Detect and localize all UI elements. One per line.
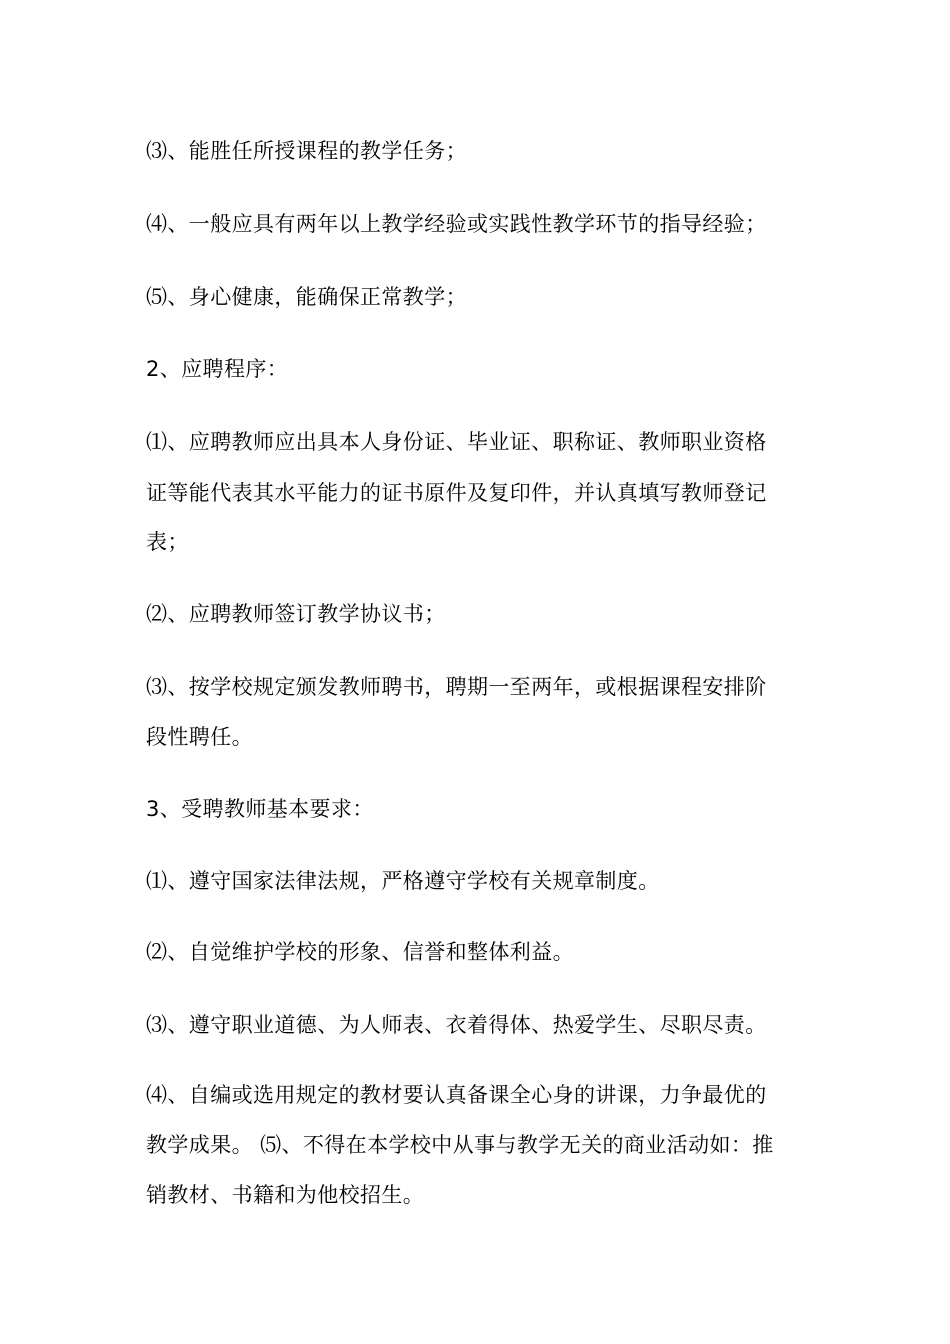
requirement-item-3: ⑶、遵守职业道德、为人师表、衣着得体、热爱学生、尽职尽责。: [146, 1013, 767, 1037]
application-item-1-line-1: ⑴、应聘教师应出具本人身份证、毕业证、职称证、教师职业资格: [146, 430, 767, 454]
section-2-heading: 2、应聘程序：: [146, 357, 289, 381]
application-item-1-line-3: 表；: [146, 530, 189, 554]
requirement-item-4-line-2: 教学成果。 ⑸、不得在本学校中从事与教学无关的商业活动如：推: [146, 1133, 774, 1157]
section-3-heading: 3、受聘教师基本要求：: [146, 797, 374, 821]
item-5-health: ⑸、身心健康，能确保正常教学；: [146, 285, 467, 309]
application-item-1-line-2: 证等能代表其水平能力的证书原件及复印件，并认真填写教师登记: [146, 481, 767, 505]
application-item-2: ⑵、应聘教师签订教学协议书；: [146, 602, 446, 626]
application-item-3-line-1: ⑶、按学校规定颁发教师聘书，聘期一至两年，或根据课程安排阶: [146, 675, 767, 699]
requirement-item-5-line-2: 销教材、书籍和为他校招生。: [146, 1183, 425, 1207]
item-3-competence: ⑶、能胜任所授课程的教学任务；: [146, 139, 467, 163]
requirement-item-1: ⑴、遵守国家法律法规，严格遵守学校有关规章制度。: [146, 869, 660, 893]
item-4-experience: ⑷、一般应具有两年以上教学经验或实践性教学环节的指导经验；: [146, 212, 767, 236]
application-item-3-line-2: 段性聘任。: [146, 725, 253, 749]
requirement-item-4-line-1: ⑷、自编或选用规定的教材要认真备课全心身的讲课，力争最优的: [146, 1083, 767, 1107]
requirement-item-2: ⑵、自觉维护学校的形象、信誉和整体利益。: [146, 940, 574, 964]
